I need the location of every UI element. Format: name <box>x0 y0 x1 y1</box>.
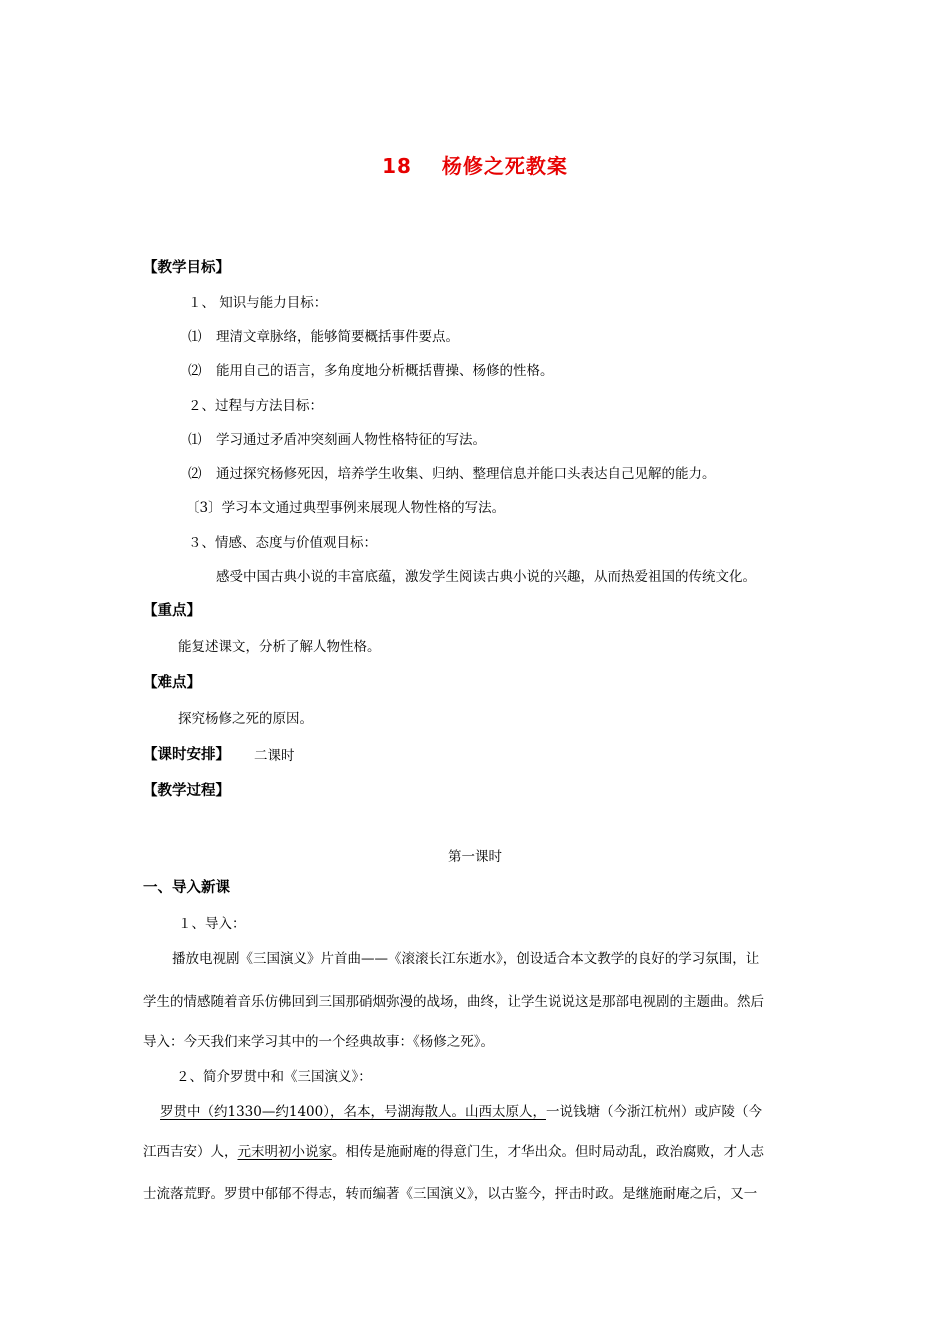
paragraph-2-line-2-a: 江西吉安）人， <box>143 1144 238 1160</box>
paragraph-2-line-2-rest: 。相传是施耐庵的得意门生，才华出众。但时局动乱，政治腐败，才人志 <box>332 1144 764 1160</box>
objective-2-2-number: ⑵ <box>188 466 202 482</box>
objective-3-1: 感受中国古典小说的丰富底蕴，激发学生阅读古典小说的兴趣，从而热爱祖国的传统文化。 <box>216 569 756 585</box>
step-1: １、导入： <box>178 916 246 932</box>
lesson-number: 18 <box>382 154 412 178</box>
lesson-title: 杨修之死教案 <box>441 154 568 178</box>
page-title <box>0 150 950 179</box>
novelist-underlined: 元末明初小说家 <box>237 1144 332 1160</box>
objective-1-1-number: ⑴ <box>188 329 202 345</box>
process-heading: 【教学过程】 <box>143 783 230 799</box>
key-points-heading: 【重点】 <box>143 603 201 619</box>
part1-heading: 一、导入新课 <box>143 880 230 896</box>
paragraph-1-line-2: 学生的情感随着音乐仿佛回到三国那硝烟弥漫的战场，曲终，让学生说说这是那部电视剧的主题曲。然后 <box>143 994 764 1010</box>
hours-text: 二课时 <box>254 748 295 764</box>
objectives-heading: 【教学目标】 <box>143 260 230 276</box>
paragraph-2-line-2 <box>143 1143 764 1161</box>
objective-2: ２、过程与方法目标： <box>188 398 323 414</box>
paragraph-1-line-1: 播放电视剧《三国演义》片首曲——《滚滚长江东逝水》，创设适合本文教学的良好的学习氛围，让 <box>172 951 760 967</box>
objective-3: ３、情感、态度与价值观目标： <box>188 535 377 551</box>
objective-2-3: 〔3〕学习本文通过典型事例来展现人物性格的写法。 <box>186 500 506 516</box>
objective-1-1: 理清文章脉络，能够简要概括事件要点。 <box>216 329 459 345</box>
objective-1-2-number: ⑵ <box>188 363 202 379</box>
objective-1: １、 知识与能力目标： <box>188 295 328 311</box>
paragraph-2-line-1 <box>160 1103 762 1121</box>
author-intro-underlined: 罗贯中（约1330—约1400），名本，号湖海散人。山西太原人， <box>160 1104 546 1120</box>
paragraph-2-line-3: 士流落荒野。罗贯中郁郁不得志，转而编著《三国演义》，以古鉴今，抨击时政。是继施耐庵之后，又一 <box>143 1186 758 1202</box>
lesson1-title: 第一课时 <box>448 849 502 865</box>
objective-2-1-number: ⑴ <box>188 432 202 448</box>
difficulty-heading: 【难点】 <box>143 675 201 691</box>
difficulty-text: 探究杨修之死的原因。 <box>178 711 313 727</box>
step-2: ２、简介罗贯中和《三国演义》： <box>176 1069 372 1085</box>
objective-2-1: 学习通过矛盾冲突刻画人物性格特征的写法。 <box>216 432 486 448</box>
objective-2-2: 通过探究杨修死因，培养学生收集、归纳、整理信息并能口头表达自己见解的能力。 <box>216 466 716 482</box>
paragraph-1-line-3: 导入：今天我们来学习其中的一个经典故事：《杨修之死》。 <box>143 1034 494 1050</box>
objective-1-2: 能用自己的语言，多角度地分析概括曹操、杨修的性格。 <box>216 363 554 379</box>
hours-heading: 【课时安排】 <box>143 747 230 763</box>
author-intro-rest: 一说钱塘（今浙江杭州）或庐陵（今 <box>545 1104 762 1120</box>
key-points-text: 能复述课文，分析了解人物性格。 <box>178 639 381 655</box>
